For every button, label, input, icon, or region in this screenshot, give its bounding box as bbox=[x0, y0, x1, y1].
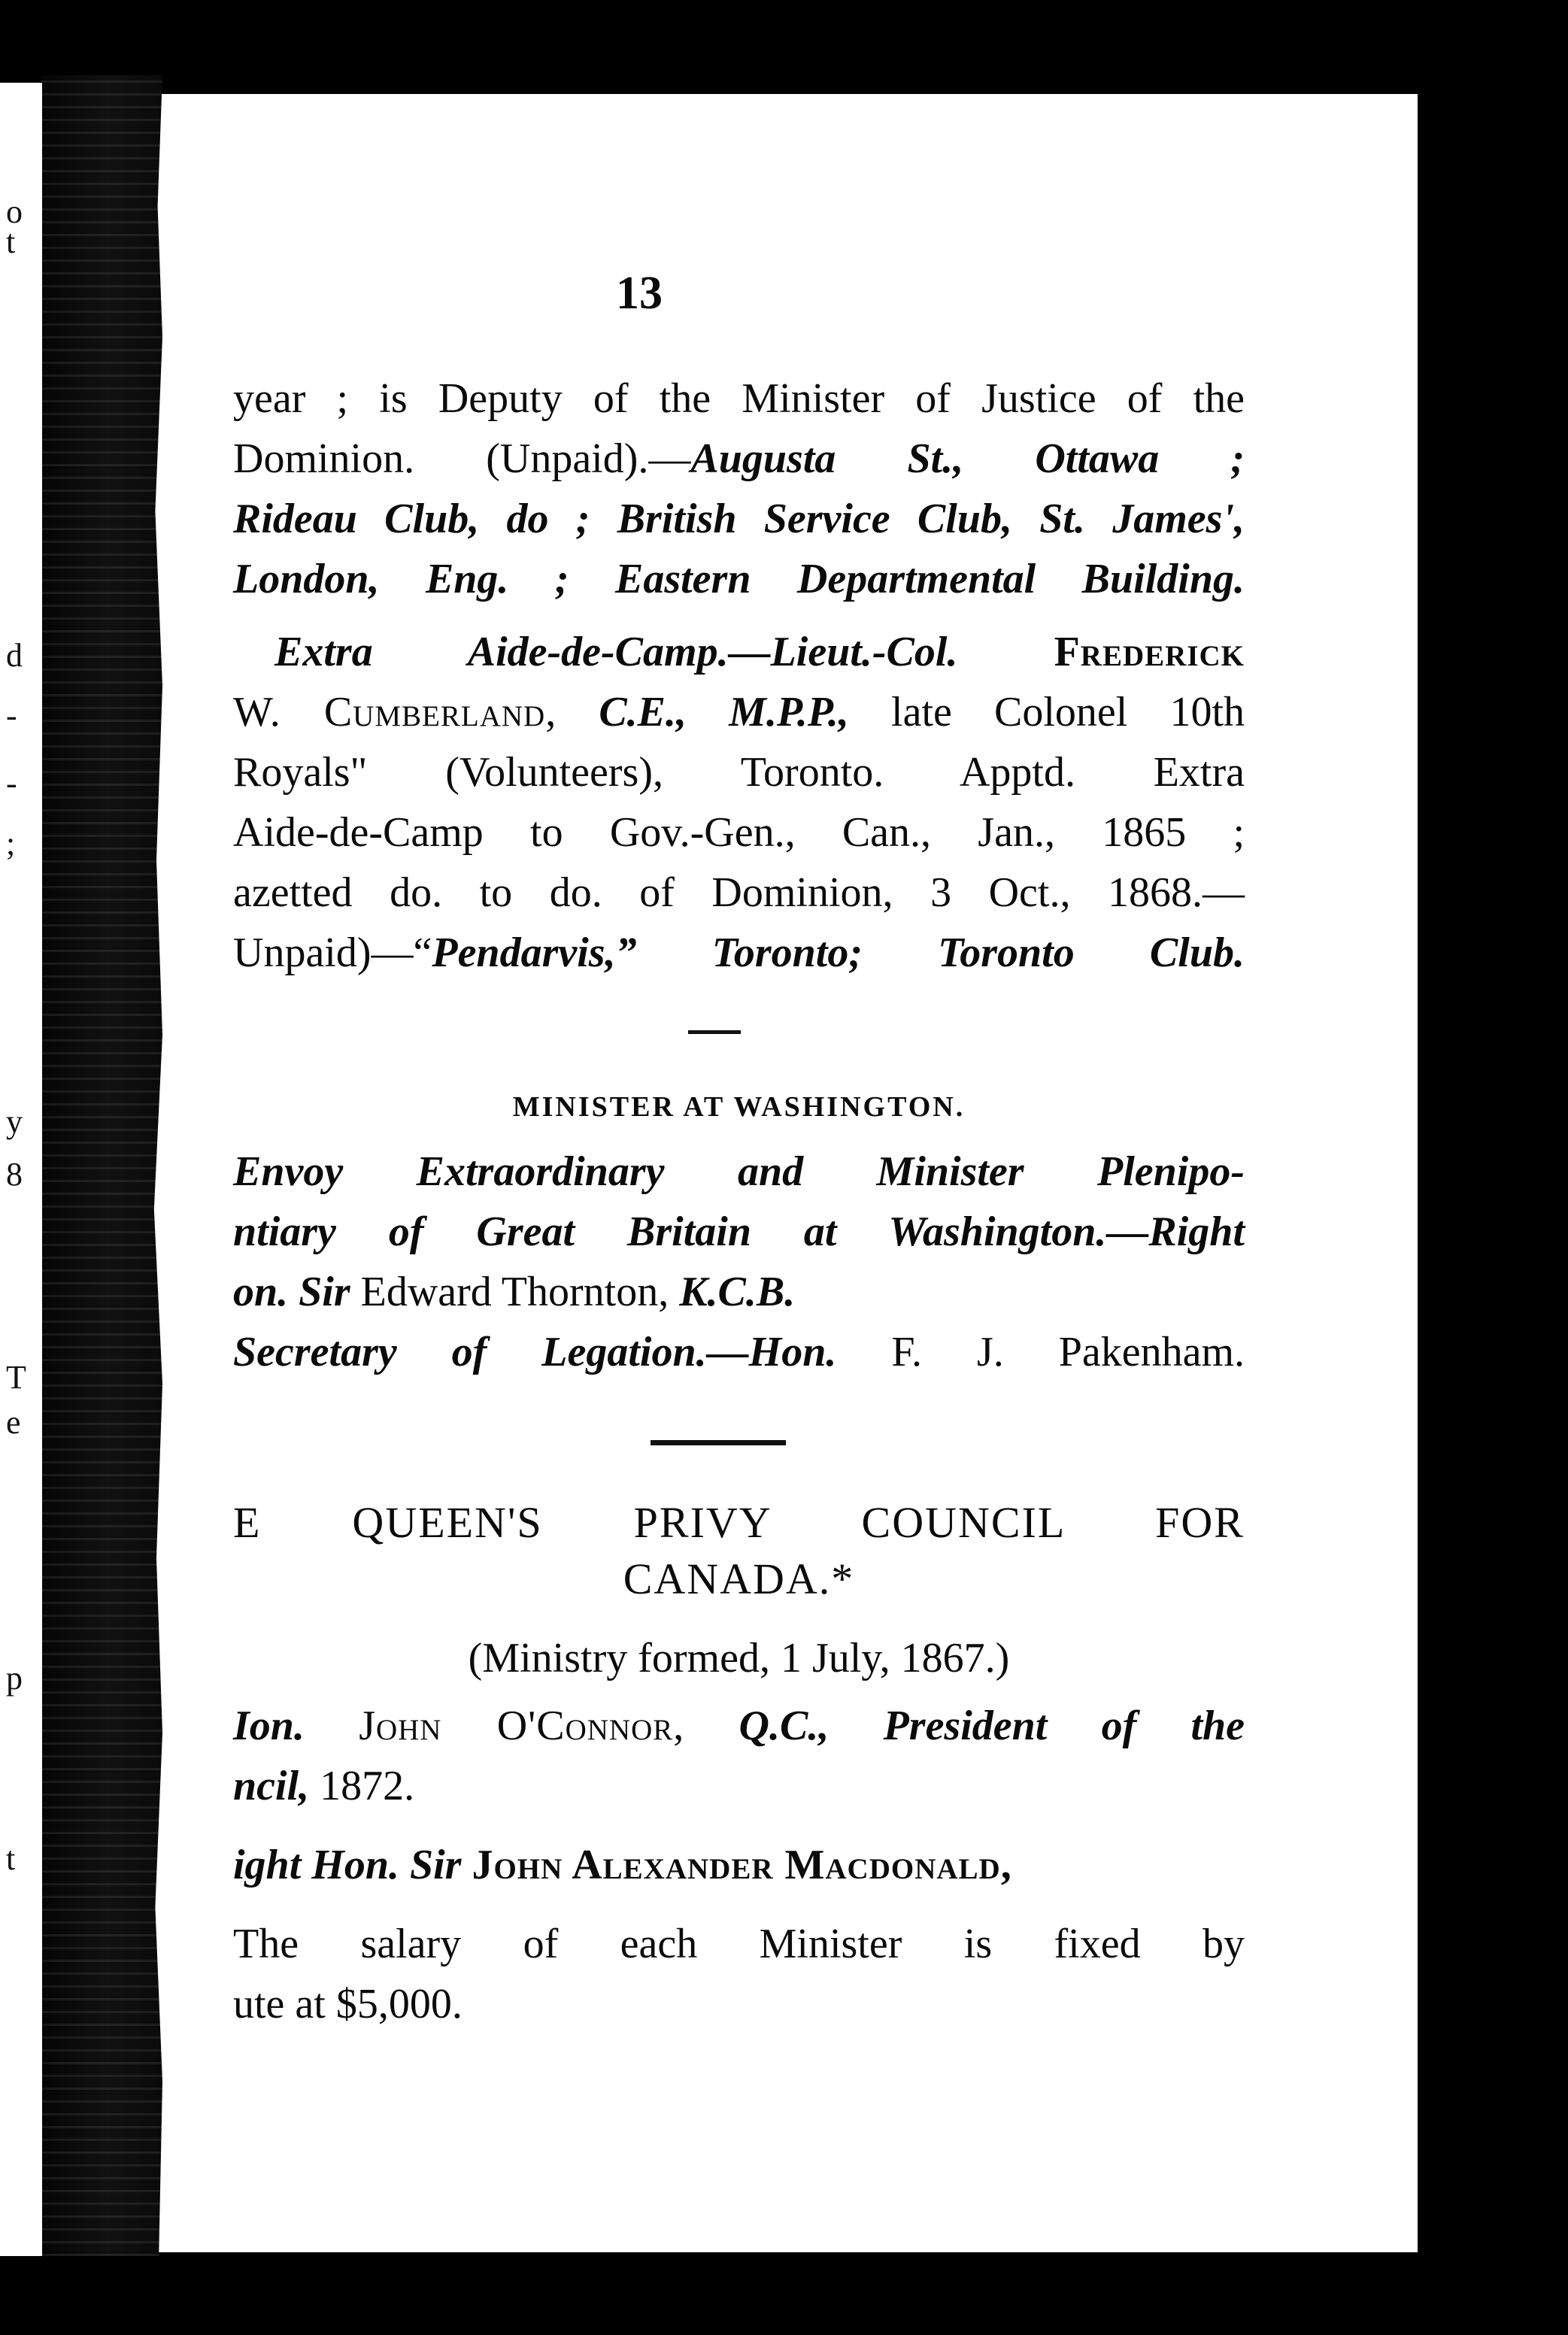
prev-page-fragment: o bbox=[6, 193, 23, 230]
paragraph-line: on. Sir Edward Thornton, K.C.B. bbox=[233, 1269, 796, 1315]
council-entry: ight Hon. Sir John Alexander Macdonald, bbox=[233, 1842, 1012, 1888]
prev-page-fragment: - bbox=[6, 765, 17, 802]
paragraph-line: Envoy Extraordinary and Minister Plenipo- bbox=[233, 1148, 1245, 1195]
council-subtitle: (Ministry formed, 1 July, 1867.) bbox=[468, 1635, 1010, 1682]
footnote-line: The salary of each Minister is fixed by bbox=[233, 1921, 1245, 1967]
prev-page-fragment: ; bbox=[6, 825, 16, 862]
council-entry: Ion. John O'Connor, Q.C., President of the bbox=[233, 1703, 1245, 1749]
footnote-line: ute at $5,000. bbox=[233, 1981, 463, 2027]
page-number: 13 bbox=[616, 268, 663, 319]
paragraph-line: London, Eng. ; Eastern Departmental Building. bbox=[233, 556, 1245, 602]
paragraph-line: Secretary of Legation.—Hon. F. J. Pakenham. bbox=[233, 1329, 1245, 1375]
paragraph-line: W. Cumberland, C.E., M.P.P., late Colonel 10th bbox=[233, 689, 1245, 735]
paragraph-line: Aide-de-Camp to Gov.-Gen., Can., Jan., 1865 ; bbox=[233, 809, 1245, 856]
section-divider bbox=[651, 1440, 786, 1445]
paragraph-line: Unpaid)—“Pendarvis,” Toronto; Toronto Club. bbox=[233, 929, 1245, 976]
paragraph-line: ntiary of Great Britain at Washington.—Right bbox=[233, 1208, 1245, 1255]
previous-page-edge bbox=[0, 83, 44, 2256]
paragraph-line: Rideau Club, do ; British Service Club, St. James', bbox=[233, 496, 1245, 542]
section-divider bbox=[688, 1030, 741, 1034]
prev-page-fragment: d bbox=[6, 637, 23, 674]
prev-page-fragment: t bbox=[6, 223, 16, 260]
paragraph-line: Extra Aide-de-Camp.—Lieut.-Col. Frederick bbox=[274, 629, 1245, 675]
paragraph-line: Dominion. (Unpaid).—Augusta St., Ottawa ; bbox=[233, 435, 1245, 482]
paragraph-line: azetted do. to do. of Dominion, 3 Oct., 1868.— bbox=[233, 869, 1245, 916]
council-title: CANADA.* bbox=[623, 1554, 855, 1603]
prev-page-fragment: T bbox=[6, 1359, 26, 1396]
book-page bbox=[113, 94, 1418, 2252]
page-text bbox=[233, 94, 1418, 2252]
prev-page-fragment: t bbox=[6, 1840, 16, 1877]
council-title: E QUEEN'S PRIVY COUNCIL FOR bbox=[233, 1498, 1245, 1547]
paragraph-line: Royals" (Volunteers), Toronto. Apptd. Extra bbox=[233, 749, 1245, 796]
prev-page-fragment: 8 bbox=[6, 1156, 23, 1193]
binding-shadow bbox=[42, 75, 162, 2256]
prev-page-fragment: e bbox=[6, 1404, 21, 1441]
prev-page-fragment: p bbox=[6, 1660, 23, 1697]
prev-page-fragment: - bbox=[6, 697, 17, 734]
prev-page-fragment: y bbox=[6, 1103, 23, 1140]
council-entry: ncil, 1872. bbox=[233, 1763, 415, 1809]
section-heading: MINISTER AT WASHINGTON. bbox=[512, 1091, 966, 1123]
paragraph-line: year ; is Deputy of the Minister of Justice of the bbox=[233, 375, 1245, 422]
